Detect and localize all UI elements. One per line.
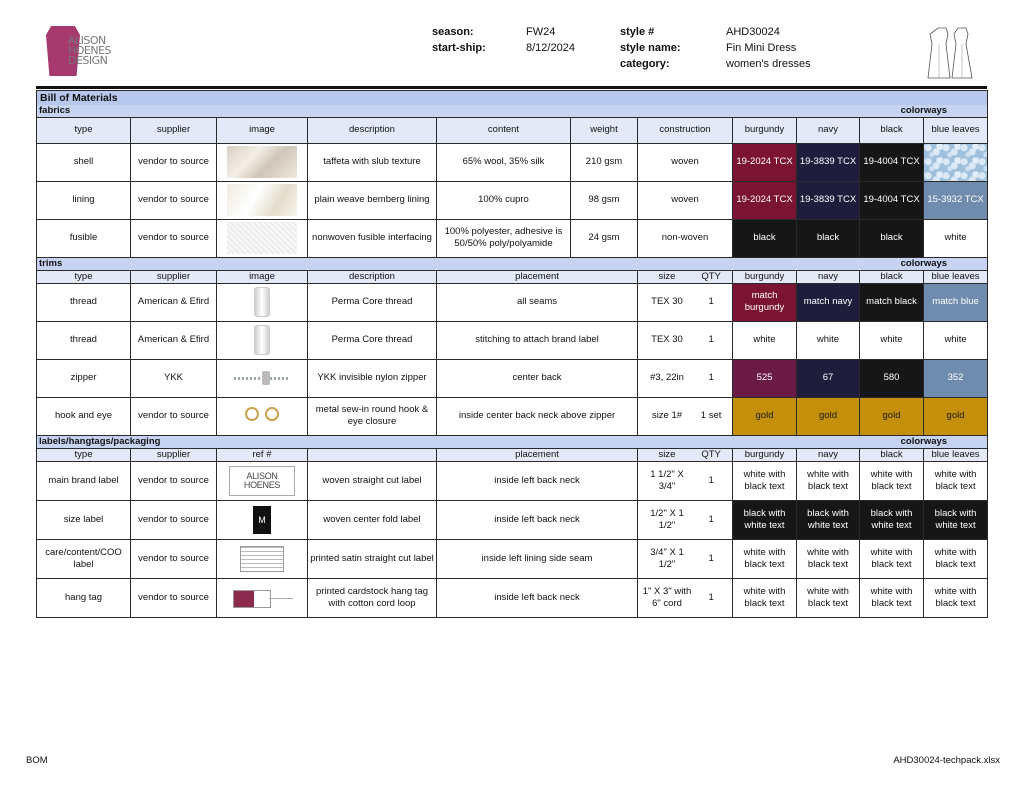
fabric-supplier: vendor to source: [131, 143, 217, 181]
label-qty: 1: [708, 474, 714, 486]
fabric-content: 100% polyester, adhesive is 50/50% poly/polyamide: [437, 219, 571, 257]
trims-section-title: trims: [37, 257, 733, 270]
label-placement: inside left back neck: [437, 461, 638, 500]
fabrics-section-title: fabrics: [37, 105, 733, 118]
table-row: [37, 359, 988, 397]
fabric-image: [217, 181, 308, 219]
trim-image: [217, 321, 308, 359]
label-size: 1" X 3" with 6" cord: [642, 585, 692, 609]
size-header: size: [658, 270, 676, 282]
fabric-image: [217, 143, 308, 181]
size-header: size: [658, 448, 676, 460]
column-header: type: [37, 117, 131, 143]
label-ref: [217, 461, 308, 500]
label-size-qty: [638, 539, 733, 578]
colorway-navy: 67: [797, 359, 860, 397]
label-ref: [217, 578, 308, 617]
table-row: [37, 321, 988, 359]
table-row: [37, 181, 988, 219]
label-description: printed satin straight cut label: [308, 539, 437, 578]
blue-leaves-print-swatch: [924, 143, 988, 181]
column-header: black: [860, 117, 924, 143]
labels-section-title: labels/hangtags/packaging: [37, 435, 733, 448]
trim-qty: 1: [708, 296, 714, 307]
label-type: main brand label: [37, 461, 131, 500]
column-header: black: [860, 270, 924, 283]
table-row: [37, 397, 988, 435]
column-header: navy: [797, 448, 860, 461]
style-name-label: style name:: [620, 42, 681, 54]
colorway-navy: white with black text: [797, 461, 860, 500]
header-divider: [36, 86, 987, 89]
trim-size-qty: [638, 359, 733, 397]
table-row: [37, 461, 988, 500]
trim-image: [217, 359, 308, 397]
category-value: women's dresses: [726, 58, 811, 70]
hang-tag-image: [227, 587, 297, 609]
logo-line: DESIGN: [68, 54, 108, 67]
colorways-label: colorways: [733, 105, 988, 118]
label-qty: 1: [708, 591, 714, 603]
trim-placement: stitching to attach brand label: [437, 321, 638, 359]
label-description: printed cardstock hang tag with cotton cord loop: [308, 578, 437, 617]
footer-sheet-name: BOM: [26, 755, 48, 766]
trim-type: zipper: [37, 359, 131, 397]
label-size-qty: [638, 578, 733, 617]
qty-header: QTY: [701, 448, 721, 460]
colorway-black: white with black text: [860, 578, 924, 617]
label-description: woven center fold label: [308, 500, 437, 539]
fabric-supplier: vendor to source: [131, 181, 217, 219]
column-header: supplier: [131, 117, 217, 143]
interfacing-swatch-image: [227, 222, 297, 254]
table-row: [37, 219, 988, 257]
colorway-black: white with black text: [860, 539, 924, 578]
size-label-image: M: [253, 506, 271, 534]
trim-description: Perma Core thread: [308, 283, 437, 321]
trim-size: TEX 30: [651, 334, 683, 345]
style-name-value: Fin Mini Dress: [726, 42, 797, 54]
trim-size-qty: [638, 397, 733, 435]
care-label-image: [240, 546, 284, 572]
column-header: [638, 270, 733, 283]
brand-logo: [46, 24, 130, 80]
colorway-black: match black: [860, 283, 924, 321]
category-label: category:: [620, 58, 670, 70]
label-size: 3/4" X 1 1/2": [650, 546, 684, 570]
fabric-construction: non-woven: [638, 219, 733, 257]
colorway-black: gold: [860, 397, 924, 435]
taffeta-swatch-image: [227, 146, 297, 178]
table-row: [37, 500, 988, 539]
colorway-navy: white with black text: [797, 539, 860, 578]
column-header: image: [217, 270, 308, 283]
label-placement: inside left lining side seam: [437, 539, 638, 578]
trim-size-qty: [638, 283, 733, 321]
bom-title: Bill of Materials: [37, 91, 988, 105]
trim-size-qty: [638, 321, 733, 359]
zipper-image: [234, 367, 290, 389]
colorway-navy: match navy: [797, 283, 860, 321]
colorway-black: white: [860, 321, 924, 359]
column-header: [638, 448, 733, 461]
brand-label-text: ALISON: [246, 470, 278, 481]
season-value: FW24: [526, 26, 556, 38]
qty-header: QTY: [701, 270, 721, 282]
fabric-description: plain weave bemberg lining: [308, 181, 437, 219]
trim-supplier: vendor to source: [131, 397, 217, 435]
label-placement: inside left back neck: [437, 500, 638, 539]
trim-type: thread: [37, 283, 131, 321]
brand-label-image: [229, 466, 295, 496]
colorway-black: black with white text: [860, 500, 924, 539]
colorway-black: black: [860, 219, 924, 257]
eye-image: [265, 407, 279, 421]
colorway-blue-leaves: white with black text: [924, 461, 988, 500]
label-description: woven straight cut label: [308, 461, 437, 500]
colorway-burgundy: 19-2024 TCX: [733, 181, 797, 219]
column-header: navy: [797, 270, 860, 283]
table-row: [37, 143, 988, 181]
logo-text: [68, 36, 111, 66]
label-ref: [217, 500, 308, 539]
footer-file-name: AHD30024-techpack.xlsx: [893, 755, 1000, 766]
trim-placement: all seams: [437, 283, 638, 321]
colorway-burgundy: white with black text: [733, 539, 797, 578]
column-header: burgundy: [733, 117, 797, 143]
label-type: hang tag: [37, 578, 131, 617]
labels-column-headers: [37, 448, 988, 461]
dress-sketch-icon: [924, 26, 980, 82]
fabric-type: fusible: [37, 219, 131, 257]
fabric-weight: 210 gsm: [571, 143, 638, 181]
colorway-blue-leaves: match blue: [924, 283, 988, 321]
fabric-content: 100% cupro: [437, 181, 571, 219]
label-type: size label: [37, 500, 131, 539]
colorway-navy: gold: [797, 397, 860, 435]
column-header: [308, 448, 437, 461]
colorway-burgundy: white with black text: [733, 578, 797, 617]
style-number-label: style #: [620, 26, 655, 38]
column-header: ref #: [217, 448, 308, 461]
column-header: blue leaves: [924, 448, 988, 461]
bill-of-materials-table: [36, 90, 988, 618]
label-size: 1 1/2" X 3/4": [650, 468, 684, 492]
colorway-burgundy: white: [733, 321, 797, 359]
trim-qty: 1: [708, 334, 714, 345]
label-type: care/content/COO label: [37, 539, 131, 578]
thread-spool-image: [254, 325, 270, 355]
fabric-weight: 24 gsm: [571, 219, 638, 257]
logo-line: HOENES: [68, 44, 112, 57]
trim-image: [217, 283, 308, 321]
fabric-content: 65% wool, 35% silk: [437, 143, 571, 181]
thread-spool-image: [254, 287, 270, 317]
column-header: blue leaves: [924, 270, 988, 283]
colorway-blue-leaves: 352: [924, 359, 988, 397]
fabric-construction: woven: [638, 181, 733, 219]
colorway-burgundy: black: [733, 219, 797, 257]
colorway-black: 19-4004 TCX: [860, 143, 924, 181]
trim-size: #3, 22in: [650, 372, 684, 383]
column-header: supplier: [131, 270, 217, 283]
colorway-blue-leaves: black with white text: [924, 500, 988, 539]
label-size-qty: [638, 500, 733, 539]
column-header: content: [437, 117, 571, 143]
label-supplier: vendor to source: [131, 539, 217, 578]
column-header: placement: [437, 448, 638, 461]
logo-line: ALISON: [68, 34, 106, 47]
column-header: blue leaves: [924, 117, 988, 143]
colorway-burgundy: black with white text: [733, 500, 797, 539]
label-size: 1/2" X 1 1/2": [650, 507, 684, 531]
label-supplier: vendor to source: [131, 500, 217, 539]
colorway-blue-leaves: white: [924, 321, 988, 359]
column-header: placement: [437, 270, 638, 283]
colorway-navy: black with white text: [797, 500, 860, 539]
trim-description: YKK invisible nylon zipper: [308, 359, 437, 397]
label-size-qty: [638, 461, 733, 500]
column-header: weight: [571, 117, 638, 143]
column-header: navy: [797, 117, 860, 143]
lining-swatch-image: [227, 184, 297, 216]
trim-qty: 1 set: [700, 410, 722, 421]
colorway-blue-leaves: white with black text: [924, 578, 988, 617]
label-supplier: vendor to source: [131, 461, 217, 500]
colorway-navy: black: [797, 219, 860, 257]
fabric-description: taffeta with slub texture: [308, 143, 437, 181]
fabric-construction: woven: [638, 143, 733, 181]
column-header: burgundy: [733, 270, 797, 283]
trim-placement: inside center back neck above zipper: [437, 397, 638, 435]
column-header: burgundy: [733, 448, 797, 461]
colorway-black: 19-4004 TCX: [860, 181, 924, 219]
fabric-type: lining: [37, 181, 131, 219]
label-ref: [217, 539, 308, 578]
column-header: description: [308, 117, 437, 143]
trim-type: hook and eye: [37, 397, 131, 435]
colorway-blue-leaves: 15-3932 TCX: [924, 181, 988, 219]
trim-image: [217, 397, 308, 435]
label-supplier: vendor to source: [131, 578, 217, 617]
colorway-burgundy: 525: [733, 359, 797, 397]
trims-column-headers: [37, 270, 988, 283]
start-ship-label: start-ship:: [432, 42, 486, 54]
table-row: [37, 283, 988, 321]
table-row: [37, 578, 988, 617]
colorway-burgundy: gold: [733, 397, 797, 435]
colorway-navy: white: [797, 321, 860, 359]
hook-image: [245, 407, 259, 421]
label-qty: 1: [708, 552, 714, 564]
colorways-label: colorways: [733, 435, 988, 448]
column-header: supplier: [131, 448, 217, 461]
trim-supplier: American & Efird: [131, 321, 217, 359]
colorway-navy: white with black text: [797, 578, 860, 617]
column-header: black: [860, 448, 924, 461]
colorway-burgundy: white with black text: [733, 461, 797, 500]
fabric-image: [217, 219, 308, 257]
column-header: type: [37, 448, 131, 461]
trim-size: TEX 30: [651, 296, 683, 307]
colorway-burgundy: 19-2024 TCX: [733, 143, 797, 181]
column-header: image: [217, 117, 308, 143]
colorway-navy: 19-3839 TCX: [797, 143, 860, 181]
fabric-weight: 98 gsm: [571, 181, 638, 219]
label-placement: inside left back neck: [437, 578, 638, 617]
column-header: description: [308, 270, 437, 283]
trim-description: metal sew-in round hook & eye closure: [308, 397, 437, 435]
fabric-description: nonwoven fusible interfacing: [308, 219, 437, 257]
label-qty: 1: [708, 513, 714, 525]
fabrics-column-headers: [37, 117, 988, 143]
season-label: season:: [432, 26, 474, 38]
trim-size: size 1#: [651, 410, 683, 421]
column-header: construction: [638, 117, 733, 143]
colorway-blue-leaves: gold: [924, 397, 988, 435]
start-ship-value: 8/12/2024: [526, 42, 575, 54]
colorway-burgundy: match burgundy: [733, 283, 797, 321]
colorway-blue-leaves: white: [924, 219, 988, 257]
trim-qty: 1: [708, 372, 714, 383]
column-header: type: [37, 270, 131, 283]
colorways-label: colorways: [733, 257, 988, 270]
colorway-blue-leaves: white with black text: [924, 539, 988, 578]
colorway-black: 580: [860, 359, 924, 397]
trim-placement: center back: [437, 359, 638, 397]
trim-supplier: YKK: [131, 359, 217, 397]
trim-type: thread: [37, 321, 131, 359]
trim-supplier: American & Efird: [131, 283, 217, 321]
fabric-type: shell: [37, 143, 131, 181]
colorway-black: white with black text: [860, 461, 924, 500]
style-number-value: AHD30024: [726, 26, 780, 38]
brand-label-text: HOENES: [243, 479, 281, 490]
colorway-navy: 19-3839 TCX: [797, 181, 860, 219]
table-row: [37, 539, 988, 578]
fabric-supplier: vendor to source: [131, 219, 217, 257]
trim-description: Perma Core thread: [308, 321, 437, 359]
